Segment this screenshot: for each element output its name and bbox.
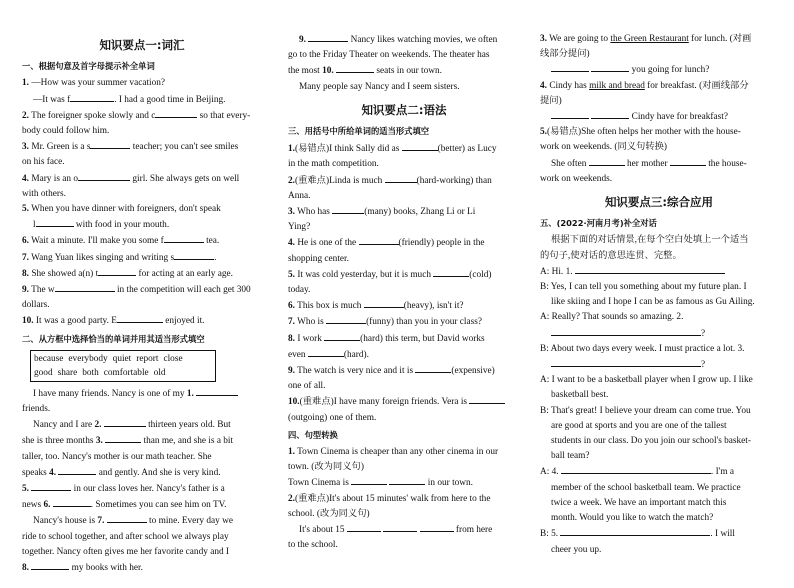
vocab-q2: 2. The foreigner spoke slowly and c so that every- xyxy=(22,108,262,124)
grammar-q10: 10.(重难点)I have many foreign friends. Vera is xyxy=(288,394,520,410)
answer-blank[interactable] xyxy=(105,433,141,443)
answer-blank[interactable] xyxy=(55,282,115,292)
answer-blank[interactable] xyxy=(420,522,454,532)
answer-blank[interactable] xyxy=(385,173,417,183)
answer-blank[interactable] xyxy=(383,522,417,532)
transform-q3: 3. We are going to the Green Restaurant for lunch. (对画 xyxy=(540,34,752,44)
answer-blank[interactable] xyxy=(53,497,91,507)
answer-blank[interactable] xyxy=(575,264,725,274)
answer-blank[interactable] xyxy=(174,250,214,260)
answer-blank[interactable] xyxy=(90,139,130,149)
answer-blank[interactable] xyxy=(469,394,505,404)
column-grammar: 9. Nancy likes watching movies, we often go to the Friday Theater on weekends. The theater has the most 10. seats in our town. Many people say Nancy and I seem sisters. 知识要点二:语法 三、用括号中所给单词的适当形式填空 1.(易错点)I think Sally did as (better) as Lucy in the math competition. 2.(重难点)Linda is much (hard-working) than Anna. 3. Who has (many) books, Zhang Li or Li Ying? 4. He is one of the (friendly) people in the shopping center. 5. It was cold yesterday, but it is much (cold) today. 6. This box is much (heavy), isn't it? 7. Who is (funny) than you in your class? 8. I work (hard) this term, but David works even (hard). 9. The watch is very nice and it is (expensive) one of all. 10.(重难点)I have many foreign friends. Vera is (outgoing) one of them. 四、句型转换 1. Town Cinema is cheaper than any other cinema in our town. (改为同义句) Town Cinema is in our town. 2.(重难点)It's about 15 minutes' walk from here to the school. (改为同义句) It's about 15 from here to the school. xyxy=(288,32,520,554)
answer-blank[interactable] xyxy=(591,62,629,72)
answer-blank[interactable] xyxy=(551,357,701,367)
grammar-q5: 5. It was cold yesterday, but it is much (cold) xyxy=(288,267,520,283)
exercise-1-heading: 一、根据句意及首字母提示补全单词 xyxy=(22,61,155,72)
section-title-application: 知识要点三:综合应用 xyxy=(604,195,714,210)
section-title-grammar: 知识要点二:语法 xyxy=(361,102,447,117)
dialogue-line: B: 5. . I will xyxy=(540,526,778,542)
answer-blank[interactable] xyxy=(347,522,381,532)
vocab-q6: 6. Wait a minute. I'll make you some f tea. xyxy=(22,233,262,249)
answer-blank[interactable] xyxy=(415,363,451,373)
dialogue-line: A: Hi. 1. xyxy=(540,264,778,280)
answer-blank[interactable] xyxy=(433,267,469,277)
word-box: because everybody quiet report close good share both comfortable old xyxy=(30,350,216,382)
answer-blank[interactable] xyxy=(164,233,204,243)
answer-blank[interactable] xyxy=(326,314,366,324)
answer-blank[interactable] xyxy=(78,171,130,181)
answer-blank[interactable] xyxy=(591,109,629,119)
answer-blank[interactable] xyxy=(551,326,701,336)
vocab-q10: 10. It was a good party. E enjoyed it. xyxy=(22,313,262,329)
answer-blank[interactable] xyxy=(324,331,360,341)
answer-blank[interactable] xyxy=(332,204,364,214)
answer-blank[interactable] xyxy=(551,109,589,119)
answer-blank[interactable] xyxy=(359,235,399,245)
answer-blank[interactable] xyxy=(155,108,197,118)
column-application: 3. We are going to the Green Restaurant for lunch. (对画 线部分提问) you going for lunch? 4. Cindy has milk and bread for breakfast. (对画线部分 提问) Cindy have for breakfast? 5.(易错点)She often helps her mother with the house- work on weekends. (同义句转换) She often her mother the house- work on weekends. 知识要点三:综合应用 五、(2022·河南月考)补全对话 根据下面的对话情景,在每个空白处填上一个适当 的句子,使对话的意思连贯、完整。 A: Hi. 1. B: Yes, I can tell you something about my future plan. I like skiing and I hope I can be as famous as Gu Ailing. A: Really? That sounds so amazing. 2. ? B: About two days every week. I must practice a lot. 3. ? A: I want to be a basketball player when I grow up. I like basketball best. B: That's great! I believe your dream can come true. You are good at sports and you are one of the tallest students in our class. Do you join our school's basket- ball team? A: 4. . I'm a member of the school basketball team. We practice twice a week. We have an important match this month. Would you like to watch the match? B: 5. . I will cheer you up. xyxy=(540,32,778,558)
vocab-q4: 4. Mary is an o girl. She always gets on well xyxy=(22,171,262,187)
vocab-q5: 5. When you have dinner with foreigners, don't speak xyxy=(22,204,221,215)
grammar-q4: 4. He is one of the (friendly) people in the xyxy=(288,235,520,251)
answer-blank[interactable] xyxy=(561,464,711,474)
grammar-q7: 7. Who is (funny) than you in your class? xyxy=(288,314,520,330)
grammar-q2: 2.(重难点)Linda is much (hard-working) than xyxy=(288,173,520,189)
exercise-5-heading: 五、(2022·河南月考)补全对话 xyxy=(540,218,657,229)
answer-blank[interactable] xyxy=(104,417,146,427)
passage-line: I have many friends. Nancy is one of my 1. xyxy=(22,386,262,402)
answer-blank[interactable] xyxy=(70,92,114,102)
dialogue-line: A: Really? That sounds so amazing. 2. xyxy=(540,312,684,323)
vocab-q3: 3. Mr. Green is a s teacher; you can't see smiles xyxy=(22,139,262,155)
answer-blank[interactable] xyxy=(58,465,96,475)
exercise-4-heading: 四、句型转换 xyxy=(288,429,338,440)
transform-q2: 2.(重难点)It's about 15 minutes' walk from here to the xyxy=(288,493,491,504)
vocab-q8: 8. She showed a(n) t for acting at an early age. xyxy=(22,266,262,282)
dialogue-line: B: About two days every week. I must practice a lot. 3. xyxy=(540,343,745,354)
grammar-q3: 3. Who has (many) books, Zhang Li or Li xyxy=(288,204,520,220)
vocab-q1: 1. —How was your summer vacation? xyxy=(22,78,166,89)
transform-q4: 4. Cindy has milk and bread for breakfast. (对画线部分 xyxy=(540,80,749,91)
answer-blank[interactable] xyxy=(351,475,387,485)
answer-blank[interactable] xyxy=(36,217,74,227)
answer-blank[interactable] xyxy=(308,32,348,42)
grammar-q1: 1.(易错点)I think Sally did as (better) as Lucy xyxy=(288,141,520,157)
answer-blank[interactable] xyxy=(560,526,710,536)
exercise-2-heading: 二、从方框中选择恰当的单词并用其适当形式填空 xyxy=(22,333,205,344)
vocab-q7: 7. Wang Yuan likes singing and writing s . xyxy=(22,250,262,266)
answer-blank[interactable] xyxy=(364,298,404,308)
grammar-q6: 6. This box is much (heavy), isn't it? xyxy=(288,298,520,314)
exercise-3-heading: 三、用括号中所给单词的适当形式填空 xyxy=(288,126,430,137)
answer-blank[interactable] xyxy=(98,266,136,276)
transform-q1: 1. Town Cinema is cheaper than any other cinema in our xyxy=(288,447,499,458)
section-title-vocabulary: 知识要点一:词汇 xyxy=(99,38,185,52)
answer-blank[interactable] xyxy=(308,347,344,357)
answer-blank[interactable] xyxy=(196,386,238,396)
answer-blank[interactable] xyxy=(589,156,625,166)
answer-blank[interactable] xyxy=(107,513,147,523)
grammar-q9: 9. The watch is very nice and it is (expensive) xyxy=(288,363,520,379)
transform-q5: 5.(易错点)She often helps her mother with the house- xyxy=(540,127,741,138)
column-vocabulary: 知识要点一:词汇 一、根据句意及首字母提示补全单词 1. —How was your summer vacation? —It was f . I had a good time in Beijing. 2. The foreigner spoke slowly and c so that every- body could follow him. 3. Mr. Green is a s teacher; you can't see smiles on his face. 4. Mary is an o girl. She always gets on well with others. 5. When you have dinner with foreigners, don't speak l with food in your mouth. 6. Wait a minute. I'll make you some f tea. 7. Wang Yuan likes singing and writing s . 8. She showed a(n) t for acting at an early age. 9. The w in the competition will each get 300 dollars. 10. It was a good party. E enjoyed it. 二、从方框中选择恰当的单词并用其适当形式填空 because everybody quiet report close good share both comfortable old I have many friends. Nancy is one of my 1. friends. Nancy and I are 2. thirteen years old. But she is three months 3. than me, and she is a bit taller, too. Nancy's mother is our math teacher. She speaks 4. and gently. And she is very kind. 5. in our class loves her. Nancy's father is a news 6. . Sometimes you can see him on TV. Nancy's house is 7. to mine. Every day we ride to school together, and after school we always play together. Nancy often gives me her favorite candy and I 8. my books with her. xyxy=(22,30,262,576)
answer-blank[interactable] xyxy=(117,313,163,323)
answer-blank[interactable] xyxy=(31,560,69,570)
answer-blank[interactable] xyxy=(31,481,71,491)
answer-blank[interactable] xyxy=(389,475,425,485)
answer-blank[interactable] xyxy=(551,62,589,72)
answer-blank[interactable] xyxy=(402,141,438,151)
grammar-q8: 8. I work (hard) this term, but David works xyxy=(288,331,520,347)
dialogue-line: A: 4. . I'm a xyxy=(540,464,778,480)
answer-blank[interactable] xyxy=(670,156,706,166)
answer-blank[interactable] xyxy=(336,63,374,73)
vocab-q9: 9. The w in the competition will each get 300 xyxy=(22,282,262,298)
